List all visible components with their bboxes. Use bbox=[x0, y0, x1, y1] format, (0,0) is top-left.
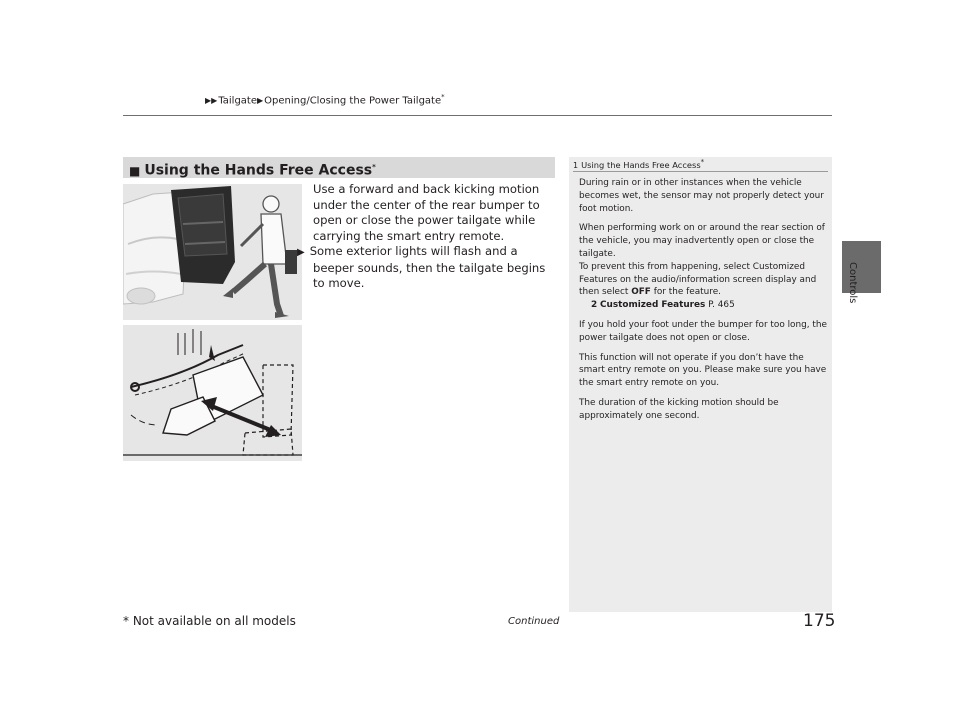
section-title: Using the Hands Free Access bbox=[144, 162, 373, 179]
sidebar-paragraph-5: The duration of the kicking motion should be approximately one second. bbox=[579, 397, 779, 421]
sidebar-off-keyword: OFF bbox=[631, 287, 651, 298]
sidebar-paragraph-3: If you hold your foot under the bumper for too long, the power tailgate does not open or close. bbox=[579, 319, 827, 343]
reference-title: Customized Features bbox=[600, 300, 706, 311]
breadcrumb-item-power-tailgate: Opening/Closing the Power Tailgate bbox=[264, 95, 442, 107]
main-paragraph: Use a forward and back kicking motion under the center of the rear bumper to open or close the power tailgate while carrying the smart entry remote. bbox=[313, 182, 540, 243]
sidebar-paragraph-2b bbox=[579, 261, 829, 299]
page-number: 175 bbox=[803, 611, 836, 631]
sidebar-paragraph-2b-post: for the feature. bbox=[650, 287, 721, 298]
illustration-hands-free-kick bbox=[123, 184, 302, 320]
section-asterisk: * bbox=[372, 163, 376, 171]
sidebar-asterisk: * bbox=[700, 158, 705, 166]
sidebar-paragraph-4: This function will not operate if you don’t have the smart entry remote on you. Please make sure you have the smart entry remote on you. bbox=[579, 352, 827, 389]
sidebar-rule bbox=[573, 171, 828, 172]
sidebar-page-reference[interactable] bbox=[579, 299, 829, 312]
section-heading bbox=[123, 157, 555, 178]
breadcrumb-arrow-icon: ▶▶ bbox=[205, 96, 218, 106]
bullet-arrow-icon: ▶ bbox=[297, 247, 305, 258]
header-rule bbox=[123, 115, 832, 116]
footnote: * Not available on all models bbox=[123, 614, 296, 628]
chapter-label: Controls bbox=[847, 262, 858, 304]
main-instructions bbox=[297, 182, 556, 292]
continued-label: Continued bbox=[508, 616, 560, 627]
section-marker-icon: ■ bbox=[129, 163, 141, 178]
sidebar-paragraph-2b-pre: To prevent this from happening, select Customized Features on the audio/information screen display and then select bbox=[579, 261, 817, 298]
sidebar-title bbox=[573, 158, 704, 170]
breadcrumb-arrow-icon: ▶ bbox=[257, 96, 264, 106]
sidebar-paragraph-2a: When performing work on or around the rear section of the vehicle, you may inadvertently open or close the tailgate. bbox=[579, 223, 825, 259]
breadcrumb-asterisk: * bbox=[441, 93, 445, 101]
illustration-foot-under-bumper bbox=[123, 325, 302, 461]
foot-bumper-detail-icon bbox=[123, 325, 302, 461]
car-rear-person-icon bbox=[123, 184, 302, 320]
sidebar-paragraph-1: During rain or in other instances when the vehicle becomes wet, the sensor may not properly detect your foot motion. bbox=[579, 178, 824, 214]
sidebar-body bbox=[579, 177, 829, 430]
main-bullet-text: Some exterior lights will flash and a beeper sounds, then the tailgate begins to move. bbox=[309, 244, 546, 290]
breadcrumb-item-tailgate: Tailgate bbox=[218, 95, 257, 107]
sidebar-marker-icon: 1 bbox=[573, 160, 579, 170]
sidebar-title-text: Using the Hands Free Access bbox=[581, 159, 701, 170]
main-bullet bbox=[297, 244, 556, 292]
breadcrumb bbox=[205, 93, 445, 106]
reference-page: P. 465 bbox=[705, 300, 735, 311]
reference-marker-icon: 2 bbox=[591, 300, 598, 311]
